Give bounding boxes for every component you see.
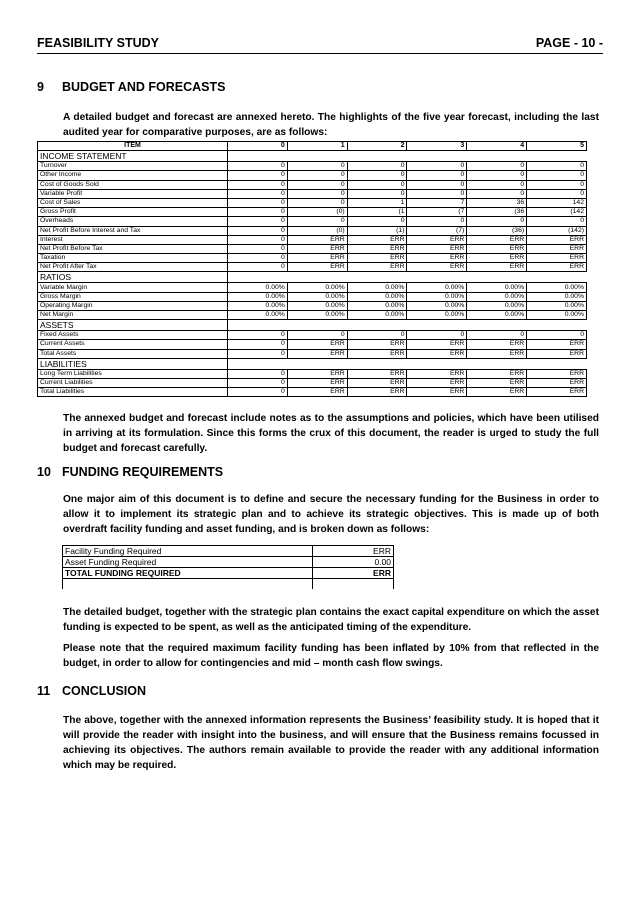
value-cell: 0: [228, 388, 288, 397]
value-cell: ERR: [407, 263, 467, 272]
value-cell: 0: [527, 171, 587, 180]
value-cell: ERR: [287, 378, 347, 387]
value-cell: ERR: [407, 378, 467, 387]
value-cell: ERR: [527, 340, 587, 349]
section-heading-funding: [37, 465, 223, 479]
funding-table: [62, 545, 394, 589]
value-cell: ERR: [527, 388, 587, 397]
table-row: [38, 226, 587, 235]
empty-cell: [527, 151, 587, 162]
column-header: ITEM: [38, 142, 228, 151]
budget-table-body: [38, 151, 587, 397]
value-cell: ERR: [527, 349, 587, 358]
empty-cell: [228, 358, 288, 369]
value-cell: ERR: [407, 340, 467, 349]
value-cell: 0: [467, 180, 527, 189]
empty-cell: [287, 151, 347, 162]
empty-cell: [527, 358, 587, 369]
value-cell: 0: [228, 369, 288, 378]
group-heading: LIABILITIES: [38, 358, 228, 369]
empty-cell: [467, 272, 527, 283]
empty-cell: [228, 272, 288, 283]
section-number: 9: [37, 80, 44, 94]
section-number: 10: [37, 465, 51, 479]
value-cell: ERR: [347, 378, 407, 387]
row-label: Turnover: [38, 162, 228, 171]
budget-intro-paragraph: [63, 110, 599, 140]
value-cell: 0.00%: [228, 311, 288, 320]
value-cell: 1: [347, 198, 407, 207]
value-cell: ERR: [527, 263, 587, 272]
value-cell: 0.00%: [287, 292, 347, 301]
value-cell: 0: [228, 217, 288, 226]
table-row: [38, 301, 587, 310]
value-cell: ERR: [407, 244, 467, 253]
value-cell: (36: [467, 208, 527, 217]
value-cell: 0: [228, 263, 288, 272]
value-cell: 0.00%: [347, 311, 407, 320]
value-cell: (36): [467, 226, 527, 235]
table-row: [38, 378, 587, 387]
group-heading: INCOME STATEMENT: [38, 151, 228, 162]
section-heading-conclusion: [37, 684, 146, 698]
value-cell: ERR: [467, 388, 527, 397]
table-row: [63, 546, 394, 557]
value-cell: 0: [527, 180, 587, 189]
value-cell: ERR: [527, 254, 587, 263]
value-cell: ERR: [467, 235, 527, 244]
empty-cell: [347, 358, 407, 369]
table-row: [38, 162, 587, 171]
value-cell: 36: [467, 198, 527, 207]
row-label: Operating Margin: [38, 301, 228, 310]
value-cell: ERR: [467, 349, 527, 358]
empty-cell: [407, 320, 467, 331]
value-cell: ERR: [527, 378, 587, 387]
row-label: Gross Margin: [38, 292, 228, 301]
value-cell: ERR: [407, 235, 467, 244]
budget-outro-paragraph: [63, 411, 599, 456]
value-cell: 0: [228, 378, 288, 387]
funding-value: ERR: [313, 568, 394, 579]
empty-cell: [228, 320, 288, 331]
table-row: [38, 340, 587, 349]
paragraph-text: A detailed budget and forecast are annexed hereto. The highlights of the five year forecast, including the last audited year for comparative purposes, are as follows:: [63, 112, 599, 138]
table-header-row: [38, 142, 587, 151]
value-cell: 0.00%: [407, 311, 467, 320]
table-row: [38, 171, 587, 180]
value-cell: 0: [228, 226, 288, 235]
value-cell: (142): [527, 226, 587, 235]
value-cell: (142: [527, 208, 587, 217]
table-spacer-row: [63, 579, 394, 590]
value-cell: ERR: [467, 254, 527, 263]
funding-intro-paragraph: [63, 492, 599, 537]
column-header: 2: [347, 142, 407, 151]
funding-paragraph-3: [63, 641, 599, 671]
value-cell: 0.00%: [287, 311, 347, 320]
row-label: Taxation: [38, 254, 228, 263]
value-cell: ERR: [527, 244, 587, 253]
value-cell: (0): [287, 208, 347, 217]
column-header: 1: [287, 142, 347, 151]
value-cell: 0: [228, 331, 288, 340]
section-title: CONCLUSION: [62, 684, 147, 698]
table-row: [38, 388, 587, 397]
section-number: 11: [37, 684, 51, 698]
value-cell: 0: [228, 198, 288, 207]
column-header: 4: [467, 142, 527, 151]
value-cell: ERR: [287, 349, 347, 358]
table-row: [38, 208, 587, 217]
table-row: [38, 283, 587, 292]
value-cell: ERR: [407, 369, 467, 378]
value-cell: ERR: [287, 244, 347, 253]
value-cell: 0: [527, 217, 587, 226]
value-cell: (0): [287, 226, 347, 235]
value-cell: 0: [347, 180, 407, 189]
value-cell: 0: [347, 331, 407, 340]
row-label: Long Term Liabilities: [38, 369, 228, 378]
row-label: Net Profit After Tax: [38, 263, 228, 272]
value-cell: 0: [287, 217, 347, 226]
value-cell: 0: [347, 189, 407, 198]
row-label: Current Liabilities: [38, 378, 228, 387]
value-cell: 0.00%: [527, 292, 587, 301]
value-cell: 0.00%: [228, 292, 288, 301]
empty-cell: [407, 272, 467, 283]
paragraph-text: One major aim of this document is to define and secure the necessary funding for the Business in order to allow it to implement its strategic plan and to achieve its strategic objectives. This is made up of both overdraft facility funding and asset funding, and is broken down as follows:: [63, 494, 599, 535]
value-cell: 0: [228, 235, 288, 244]
value-cell: ERR: [467, 244, 527, 253]
paragraph-text: The annexed budget and forecast include notes as to the assumptions and policies, which have been utilised in arriving at its formulation. Since this forms the crux of this document, the reader is urged to study the full budget and forecast carefully.: [63, 413, 599, 454]
value-cell: ERR: [467, 369, 527, 378]
value-cell: 0.00%: [467, 283, 527, 292]
value-cell: 7: [407, 198, 467, 207]
row-label: Gross Profit: [38, 208, 228, 217]
empty-cell: [467, 358, 527, 369]
value-cell: ERR: [347, 349, 407, 358]
funding-value: 0.00: [313, 557, 394, 568]
value-cell: 0.00%: [347, 292, 407, 301]
row-label: Cost of Sales: [38, 198, 228, 207]
value-cell: (7): [407, 226, 467, 235]
row-label: Net Profit Before Interest and Tax: [38, 226, 228, 235]
table-row: [38, 331, 587, 340]
conclusion-paragraph: [63, 713, 599, 773]
value-cell: 0.00%: [347, 301, 407, 310]
value-cell: ERR: [287, 388, 347, 397]
value-cell: 0.00%: [287, 301, 347, 310]
value-cell: 0: [407, 162, 467, 171]
value-cell: ERR: [527, 369, 587, 378]
funding-label: Asset Funding Required: [63, 557, 313, 568]
budget-forecast-table: [37, 141, 587, 397]
value-cell: ERR: [347, 388, 407, 397]
funding-value: ERR: [313, 546, 394, 557]
value-cell: 0: [407, 180, 467, 189]
value-cell: 0: [287, 189, 347, 198]
table-row: [38, 189, 587, 198]
row-label: Net Margin: [38, 311, 228, 320]
value-cell: 0: [228, 340, 288, 349]
header-rule: [37, 53, 603, 54]
value-cell: ERR: [407, 349, 467, 358]
paragraph-text: The detailed budget, together with the strategic plan contains the exact capital expenditure on which the asset funding is expected to be spent, as well as the anticipated timing of the expenditure.: [63, 607, 599, 633]
value-cell: ERR: [467, 263, 527, 272]
value-cell: ERR: [347, 244, 407, 253]
row-label: Total Assets: [38, 349, 228, 358]
value-cell: 0: [287, 198, 347, 207]
value-cell: 0: [287, 180, 347, 189]
empty-cell: [467, 151, 527, 162]
page-header: [37, 36, 603, 52]
value-cell: 0.00%: [467, 292, 527, 301]
page-number: PAGE - 10 -: [535, 36, 603, 50]
empty-cell: [347, 320, 407, 331]
paragraph-text: Please note that the required maximum facility funding has been inflated by 10% from that reflected in the budget, in order to allow for contingencies and mid – month cash flow swings.: [63, 643, 599, 669]
empty-cell: [527, 320, 587, 331]
value-cell: ERR: [287, 369, 347, 378]
value-cell: (7: [407, 208, 467, 217]
section-title: BUDGET AND FORECASTS: [62, 80, 226, 94]
value-cell: ERR: [347, 340, 407, 349]
row-label: Interest: [38, 235, 228, 244]
table-row: [38, 235, 587, 244]
row-label: Current Assets: [38, 340, 228, 349]
empty-cell: [287, 272, 347, 283]
table-row: [38, 180, 587, 189]
funding-label: TOTAL FUNDING REQUIRED: [63, 568, 313, 579]
section-title: FUNDING REQUIREMENTS: [62, 465, 224, 479]
empty-cell: [407, 151, 467, 162]
value-cell: 0.00%: [228, 301, 288, 310]
value-cell: 0: [347, 217, 407, 226]
value-cell: 0: [467, 171, 527, 180]
row-label: Variable Profit: [38, 189, 228, 198]
value-cell: 0: [228, 162, 288, 171]
value-cell: 0.00%: [407, 283, 467, 292]
value-cell: ERR: [287, 254, 347, 263]
value-cell: 0: [407, 171, 467, 180]
value-cell: 0.00%: [527, 301, 587, 310]
value-cell: 0: [228, 171, 288, 180]
value-cell: 0: [228, 208, 288, 217]
value-cell: 0: [407, 189, 467, 198]
document-title: FEASIBILITY STUDY: [37, 36, 160, 50]
value-cell: 0: [347, 162, 407, 171]
value-cell: 0: [527, 331, 587, 340]
value-cell: ERR: [407, 388, 467, 397]
row-label: Other Income: [38, 171, 228, 180]
value-cell: 0: [527, 189, 587, 198]
empty-cell: [287, 358, 347, 369]
value-cell: 0.00%: [527, 283, 587, 292]
table-row: [38, 254, 587, 263]
value-cell: ERR: [347, 369, 407, 378]
value-cell: ERR: [287, 235, 347, 244]
table-row: [38, 292, 587, 301]
value-cell: 0: [467, 217, 527, 226]
row-label: Net Profit Before Tax: [38, 244, 228, 253]
row-label: Variable Margin: [38, 283, 228, 292]
value-cell: ERR: [467, 378, 527, 387]
table-row: [38, 311, 587, 320]
section-heading-budget: [37, 80, 225, 94]
row-label: Overheads: [38, 217, 228, 226]
group-heading: ASSETS: [38, 320, 228, 331]
column-header: 5: [527, 142, 587, 151]
value-cell: 0: [407, 331, 467, 340]
empty-cell: [287, 320, 347, 331]
value-cell: 0: [228, 244, 288, 253]
value-cell: (1: [347, 208, 407, 217]
value-cell: 0: [467, 331, 527, 340]
value-cell: ERR: [287, 263, 347, 272]
value-cell: ERR: [347, 254, 407, 263]
row-label: Total Liabilities: [38, 388, 228, 397]
value-cell: 0.00%: [407, 292, 467, 301]
column-header: 3: [407, 142, 467, 151]
value-cell: 0: [347, 171, 407, 180]
value-cell: ERR: [347, 263, 407, 272]
table-row: [38, 217, 587, 226]
value-cell: 0: [407, 217, 467, 226]
table-row: [38, 198, 587, 207]
value-cell: 142: [527, 198, 587, 207]
value-cell: 0: [527, 162, 587, 171]
table-row: [38, 349, 587, 358]
value-cell: 0: [228, 180, 288, 189]
funding-label: Facility Funding Required: [63, 546, 313, 557]
value-cell: 0: [287, 331, 347, 340]
value-cell: 0.00%: [228, 283, 288, 292]
value-cell: 0: [228, 189, 288, 198]
value-cell: 0.00%: [287, 283, 347, 292]
value-cell: 0.00%: [527, 311, 587, 320]
empty-cell: [347, 272, 407, 283]
empty-cell: [347, 151, 407, 162]
value-cell: 0.00%: [407, 301, 467, 310]
value-cell: ERR: [407, 254, 467, 263]
value-cell: ERR: [527, 235, 587, 244]
value-cell: 0.00%: [467, 311, 527, 320]
group-heading: RATIOS: [38, 272, 228, 283]
value-cell: 0: [228, 349, 288, 358]
column-header: 0: [228, 142, 288, 151]
empty-cell: [407, 358, 467, 369]
value-cell: ERR: [347, 235, 407, 244]
table-row: [38, 369, 587, 378]
empty-cell: [527, 272, 587, 283]
value-cell: ERR: [467, 340, 527, 349]
value-cell: 0: [228, 254, 288, 263]
paragraph-text: The above, together with the annexed information represents the Business’ feasibility study. It is hoped that it will provide the reader with insight into the business, and will ensure that the Business remains focussed in achieving its objectives. The authors remain available to provide the reader with any additional information which may be required.: [63, 715, 599, 771]
group-heading-row: [38, 272, 587, 283]
value-cell: 0: [467, 162, 527, 171]
value-cell: ERR: [287, 340, 347, 349]
table-row: [38, 263, 587, 272]
empty-cell: [228, 151, 288, 162]
value-cell: 0.00%: [347, 283, 407, 292]
group-heading-row: [38, 358, 587, 369]
group-heading-row: [38, 151, 587, 162]
group-heading-row: [38, 320, 587, 331]
empty-cell: [467, 320, 527, 331]
row-label: Fixed Assets: [38, 331, 228, 340]
value-cell: 0: [287, 171, 347, 180]
table-row: [63, 557, 394, 568]
value-cell: 0: [467, 189, 527, 198]
funding-paragraph-2: [63, 605, 599, 635]
table-row-total: [63, 568, 394, 579]
value-cell: (1): [347, 226, 407, 235]
value-cell: 0.00%: [467, 301, 527, 310]
table-row: [38, 244, 587, 253]
value-cell: 0: [287, 162, 347, 171]
row-label: Cost of Goods Sold: [38, 180, 228, 189]
